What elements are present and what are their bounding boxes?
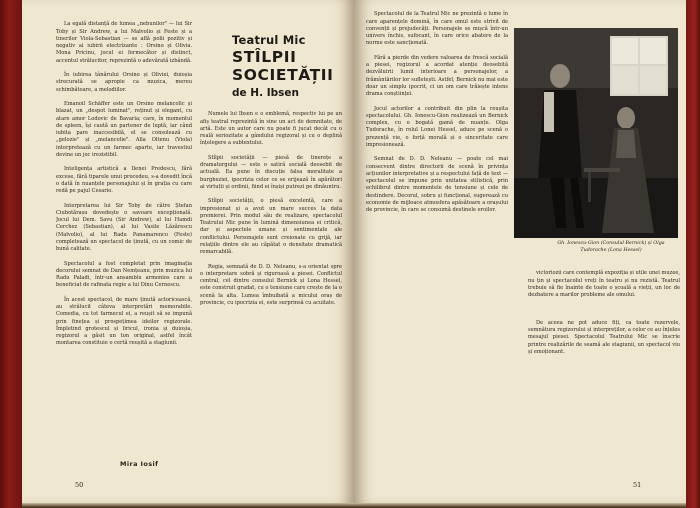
critic-signature: Mira Iosif: [120, 460, 159, 468]
paragraph: La egală distanță de lumea „nebunilor" — lui Sir Toby și Sir Andrew, a lui Malvolio și Feste și a tinerilor Viola-Sebastian — se află polii pozitiv și negativ ai iubirii electrizante : Orsino și Olivia. Mona Pricinu, jocul ei fermecător și distinct, accentul strălucitor, reprezintă o adevărată izbândă.: [56, 21, 192, 64]
page-edge: [22, 503, 686, 508]
figure-head: [550, 64, 570, 88]
photo-caption: Gh. Ionescu-Gion (Consulul Bernick) și Olga Tudorache (Lona Hessel): [557, 241, 665, 253]
paragraph: În iubirea tânărului Orsino și Oliviei, duioșia strecurată se apropie ca muzica, mereu schimbătoare, a melodiilor.: [56, 72, 192, 93]
paragraph: Stîlpii societății — piesă de tinerețe a dramaturgului — este o satiră socială deosebit de actuală. Ea pune în discuție falsa moralitate a burgheziei, ipocrizia celor ce se erijează în apărători ai virtuții și ordinii, fiind ei înșiși putrezi pe dinăuntru.: [200, 154, 342, 190]
paragraph: Semnat de D. D. Neleanu — poate cel mai consecvent dintre directorii de scenă în privința acțiunilor interpretative și a respectului față de text — spectacolul se impune prin unitatea stilistică, prin echilibrul dintre momentele de tensiune și cele de destindere. Decorul, sobru și funcțional, sugerează cu economie de mijloace atmosfera apăsătoare a orașului de provincie, în care se consumă destinele eroilor.: [366, 156, 508, 213]
book-binding-left: [0, 0, 22, 508]
section-title: Teatrul Mic: [232, 33, 306, 47]
paragraph: De aceea ne pot aduce fiți, ca toate rezervele, semnătura regizorului și interpreților, a celor ce au înțeles mesajul piesei. Spectacolul Teatrului Mic se înscrie printre realizările de seamă ale stagiunii, un spectacol viu și emoționant.: [528, 319, 680, 355]
right-page: [354, 0, 686, 503]
paragraph: Emanoil Schäffer este un Orsino melancolic și blazat, un „despot luminat", reținut și elegant, cu atare amor Lodovic de Bavaria; care, în momentul de spleen, își caută un partener de luptă, iar când iubita pare inaccesibilă, el se consolează cu „gelozie" și „melancolie". Alla Oltenu (Viola) interpretează cu un farmec aparte, iar travestiul devine un joc irezistibil.: [56, 101, 192, 158]
paragraph: În acest spectacol, de mare ținută actoricească, au strălucit câteva interpretări memorabile. Comedia, cu tot farmecul ei, a reușit să se impună prin finețea și prospețimea ideilor regizorale. Împletind grotescul și liricul, ironia și duioșia, regizorul a găsit un ton original, astfel încât montarea constituie o certă reușită a stagiunii.: [56, 296, 192, 347]
paragraph: Interpretarea lui Sir Toby de către Ștefan Ciubotărașu dovedește o savoare excepțională. Jocul lui Dem. Savu (Sir Andrew), al lui Hamdi Cerchez (Sebastian), al lui Vasile Lăzărescu (Malvolio), al lui Radu Panamarenco (Feste) completează un spectacol de ținută, cu un comic de bună calitate.: [56, 202, 192, 252]
left-page: [22, 0, 354, 503]
paragraph: Inteligența artistică a Ilenei Predescu, fără excese, fără tiparele unui procedeu, s-a dovedit încă o dată în nuanțele personajului și în grația cu care redă pe pajul Cesario.: [56, 166, 192, 194]
page-number: 51: [633, 481, 642, 489]
paragraph: Regia, semnată de D. D. Neleanu, s-a orientat spre o interpretare sobră și riguroasă a piesei. Conflictul central, cel dintre consulul Bernick și Lona Hessel, este construit gradat, cu o tensiune care crește de la o scenă la alta. Lumea îmbuibată a micului oraș de provincie, cu ipocrizia ei, este surprinsă cu acuitate.: [200, 263, 342, 306]
paragraph: Spectacolul de la Teatrul Mic ne prezintă o lume în care aparențele domină, în care omul este strivit de convenții și prejudecăți. Personajele se mișcă într-un univers închis, sufocant, în care orice abatere de la norme este sancționată.: [366, 11, 508, 47]
figure-head: [617, 107, 635, 129]
paragraph: Stîlpii societății, o piesă excelentă, care a impresionat și a avut un mare succes la data premierei. Prin modul său de realizare, spectacolul Teatrului Mic pune în lumină dimensiunea ei critică, dar și aspectele umane și sentimentale ale conflictului. Personajele sunt creionate cu grijă, iar relațiile dintre ele au căpătat o densitate dramatică remarcabilă.: [200, 198, 342, 255]
article-title: STÎLPII SOCIETĂȚII: [232, 48, 334, 84]
production-photo: [514, 28, 678, 238]
paragraph: Jocul actorilor a contribuit din plin la reușita spectacolului. Gh. Ionescu-Gion realizează un Bernick complex, cu o bogată gamă de nuanțe. Olga Tudorache, în rolul Lonei Hessel, aduce pe scenă o prezență vie, o forță morală și o sinceritate care impresionează.: [366, 105, 508, 148]
book-binding-right: [686, 0, 700, 508]
left-page-column-1: [56, 14, 192, 503]
paragraph: Numele lui Ibsen e o emblemă, respectiv lui pe un afiș teatral reprezintă în sine un act de demnitate, de artă. Este un autor care nu poate fi jucat decât cu o reală seriozitate a gândului regizoral și cu o deplină înțelegere a subtextului.: [200, 111, 342, 147]
left-page-column-2: [200, 104, 342, 469]
article-header: [232, 33, 354, 99]
photo-illustration: [514, 28, 678, 238]
paragraph: victoriozii care contemplă expoziția și utile unei muzee, nu țin și spectacolul vreți în teatru și nu rezistă. Teatrul trebuie să fie înainte de toate o școală a vieții, un loc de dezbatere a marilor probleme ale omului.: [528, 270, 680, 298]
article-author: de H. Ibsen: [232, 87, 299, 99]
page-number: 50: [75, 481, 84, 489]
paragraph: Fără a pierde din vedere valoarea de frescă socială a piesei, regizorul a acordat atenție deosebită dezvăluirii lumii interioare a personajelor, a frământărilor lor sufletești. Astfel, Bernick nu mai este doar un simplu ipocrit, ci un om care trăiește intens drama conștiinței.: [366, 54, 508, 97]
right-page-column-1: [366, 4, 508, 476]
right-page-column-2: [528, 263, 680, 478]
paragraph: Spectacolul a fost completat prin imaginația decorului semnat de Dan Nemțeanu, prin muzica lui Radu Paladi, într-un ansamblu armonios care a beneficiat de rafinata regie a lui Dinu Cernescu.: [56, 260, 192, 289]
